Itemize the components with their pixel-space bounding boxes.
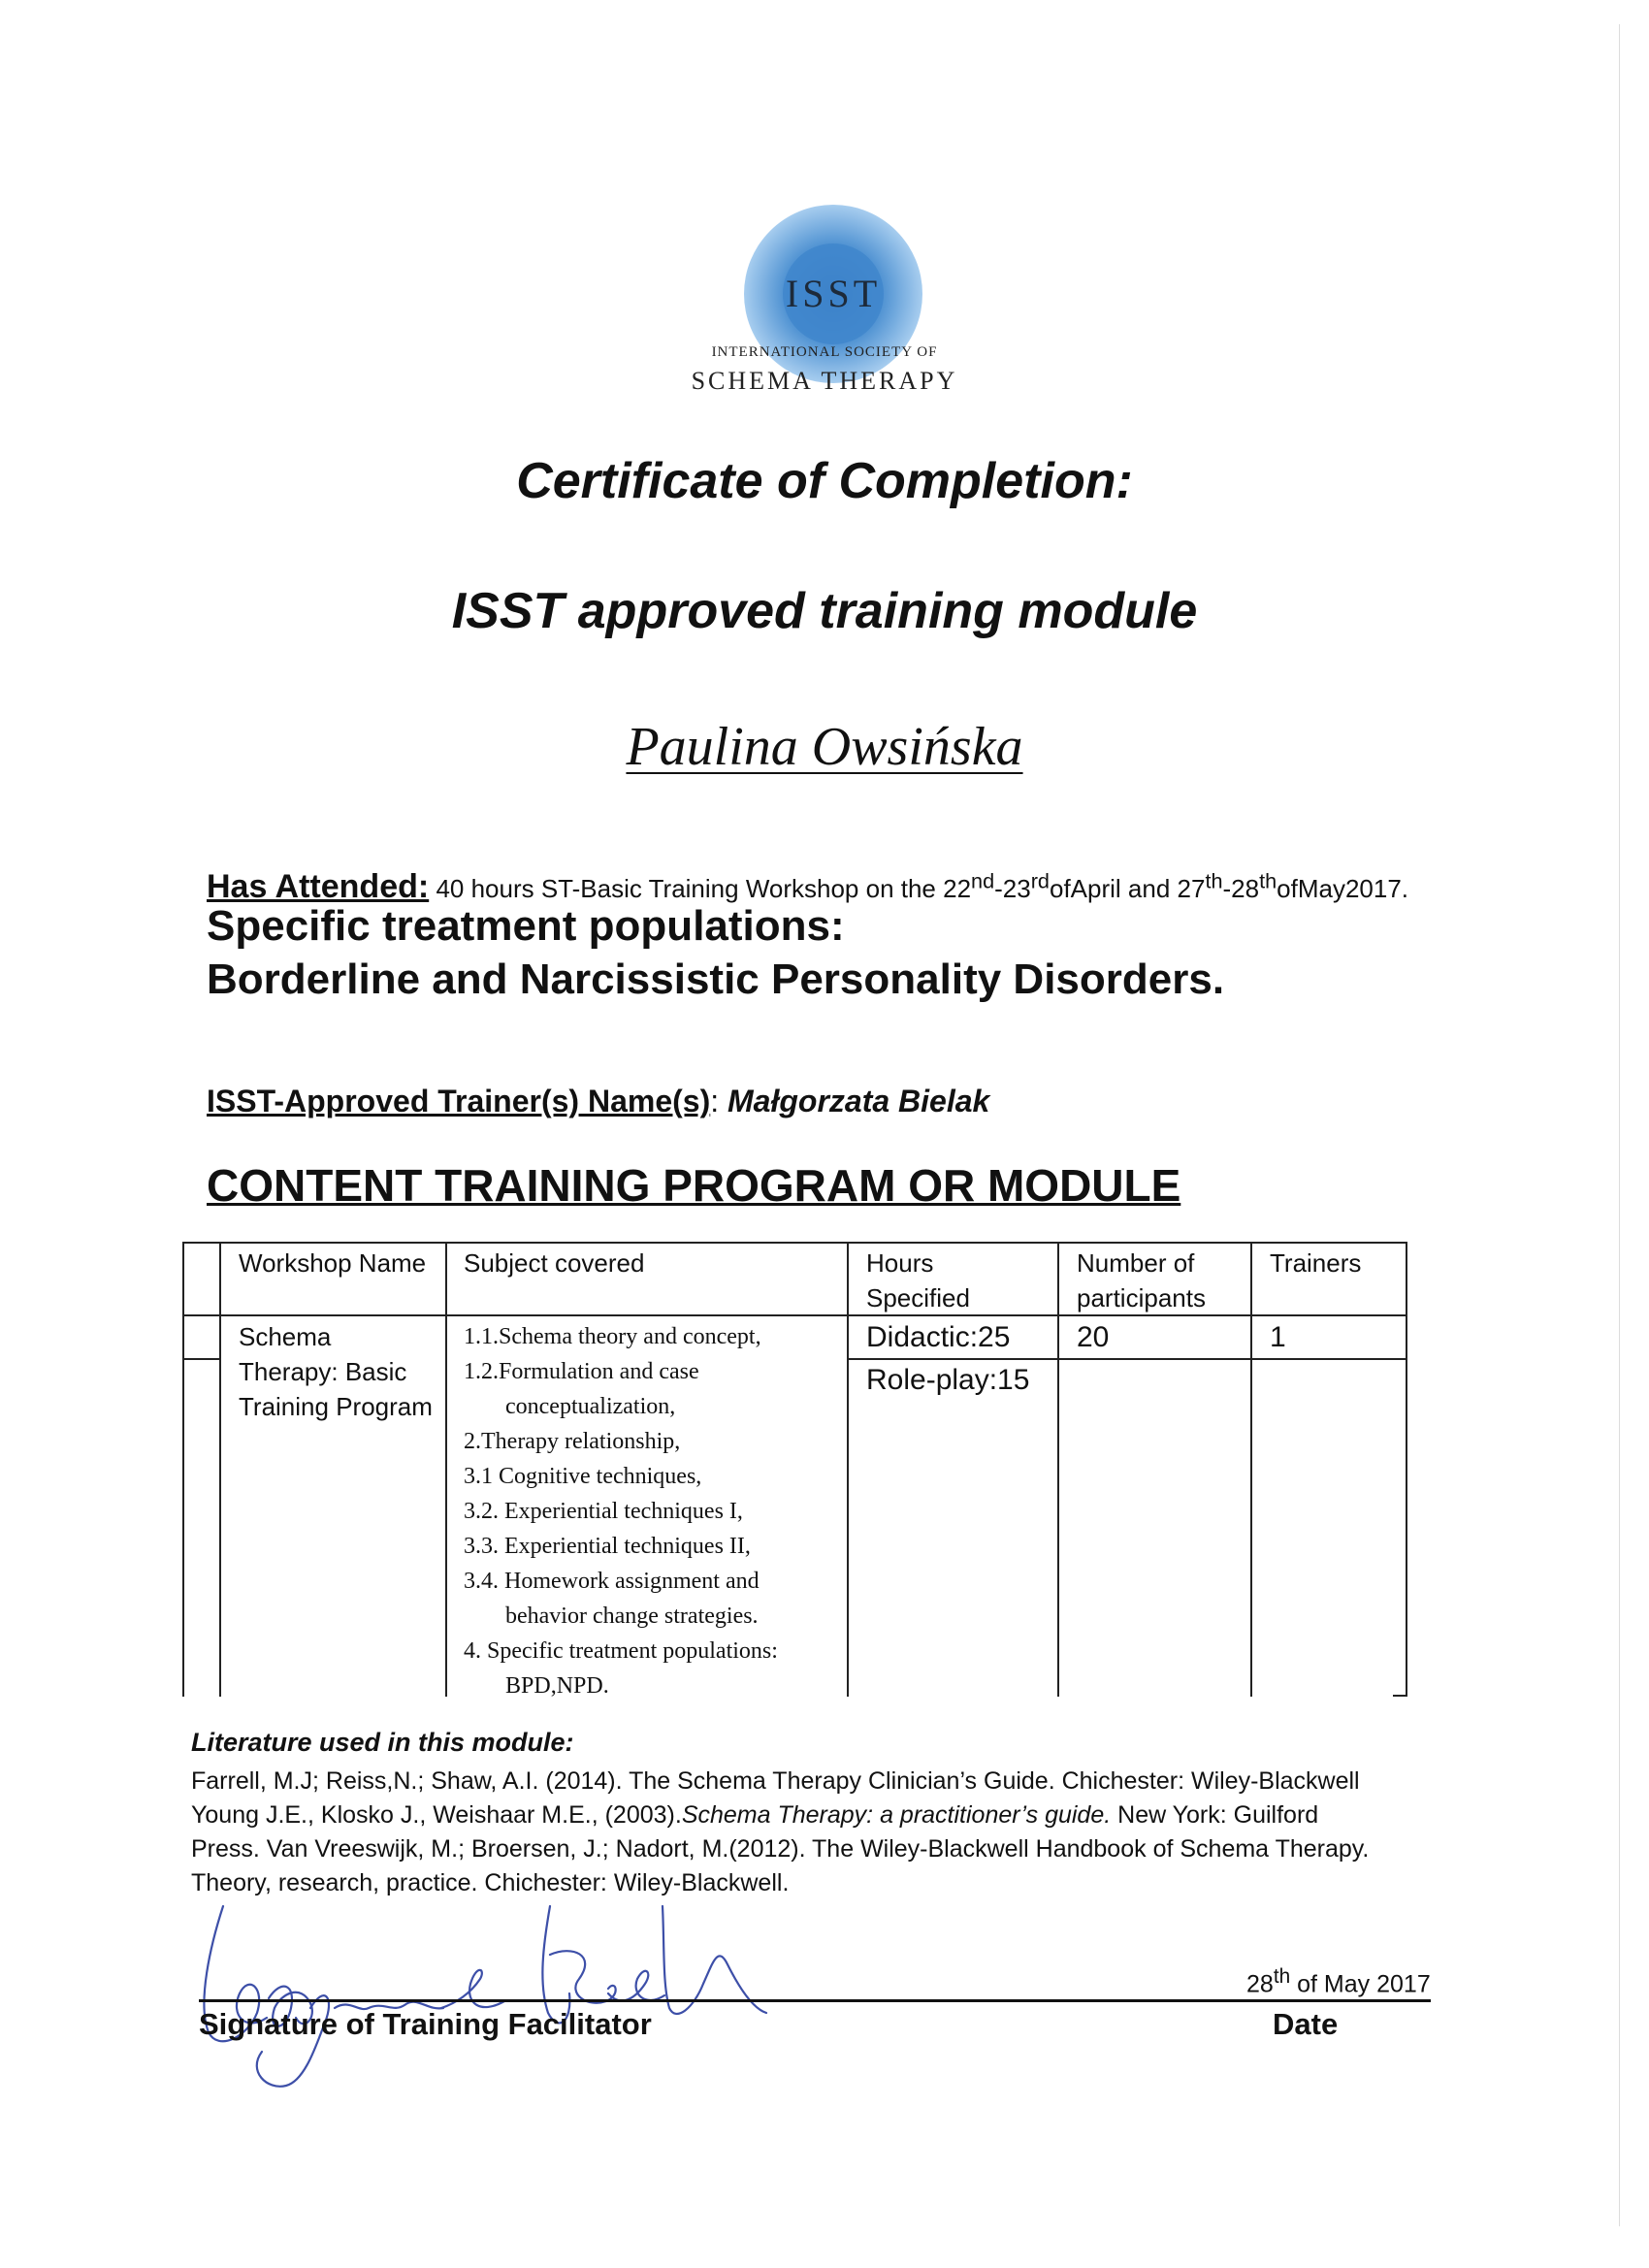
content-heading: CONTENT TRAINING PROGRAM OR MODULE	[207, 1160, 1181, 1211]
scan-edge	[1619, 24, 1620, 2226]
header-workshop-name: Workshop Name	[239, 1248, 427, 1278]
header-subject-covered: Subject covered	[464, 1248, 645, 1278]
recipient-name-block	[0, 716, 1649, 778]
recipient-name: Paulina Owsińska	[626, 717, 1023, 777]
attended-sup3: th	[1205, 868, 1223, 893]
hours-roleplay: Role-play:15	[866, 1364, 1030, 1396]
header-hours-line1: Hours	[866, 1248, 934, 1278]
subject-item: 3.3. Experiential techniques II,	[464, 1534, 751, 1559]
workshop-name-line3: Training Program	[239, 1392, 433, 1421]
handwritten-signature	[189, 1887, 849, 2100]
completion-date	[1246, 1965, 1431, 1998]
literature-line-2b: Schema Therapy: a practitioner’s guide.	[681, 1801, 1112, 1829]
workshop-name-line2: Therapy: Basic	[239, 1357, 407, 1386]
literature-line-3: Press. Van Vreeswijk, M.; Broersen, J.; Nadort, M.(2012). The Wiley-Blackwell Handbook of Schema Therapy.	[191, 1835, 1370, 1863]
subject-item: 2.Therapy relationship,	[464, 1429, 681, 1454]
attended-sup2: rd	[1030, 868, 1050, 893]
header-hours-line2: Specified	[866, 1283, 970, 1312]
workshop-name-line1: Schema	[239, 1322, 332, 1351]
trainer-colon: :	[710, 1084, 720, 1118]
header-participants-line2: participants	[1077, 1283, 1206, 1312]
literature-heading: Literature used in this module:	[191, 1728, 574, 1757]
literature-line-2c: New York: Guilford	[1111, 1801, 1319, 1829]
attended-text-e: ofMay2017.	[1277, 874, 1409, 903]
signature-label: Signature of Training Facilitator	[199, 2007, 652, 2041]
literature-line-1: Farrell, M.J; Reiss,N.; Shaw, A.I. (2014). The Schema Therapy Clinician’s Guide. Chichester: Wiley-Blackwell	[191, 1767, 1360, 1795]
attended-sup1: nd	[971, 868, 995, 893]
populations-heading: Specific treatment populations:	[207, 902, 845, 950]
trainer-line	[207, 1084, 989, 1119]
signature-rule	[199, 1999, 1431, 2002]
header-participants-line1: Number of	[1077, 1248, 1195, 1278]
literature-line-2	[191, 1798, 1452, 1832]
trainer-label: ISST-Approved Trainer(s) Name(s)	[207, 1084, 711, 1118]
subject-item: BPD,NPD.	[505, 1673, 609, 1699]
trainer-name: Małgorzata Bielak	[728, 1084, 990, 1118]
attended-text-b: -23	[994, 874, 1031, 903]
date-label: Date	[1273, 2007, 1339, 2041]
date-day: 28	[1246, 1970, 1274, 1998]
subject-item: 1.2.Formulation and case	[464, 1359, 699, 1384]
subject-item: conceptualization,	[505, 1394, 676, 1419]
participants-count: 20	[1077, 1321, 1110, 1353]
attended-text-d: -28	[1222, 874, 1260, 903]
certificate-subtitle: ISST approved training module	[451, 583, 1198, 639]
attended-sup4: th	[1259, 868, 1277, 893]
header-trainers: Trainers	[1270, 1248, 1362, 1278]
subject-item: 1.1.Schema theory and concept,	[464, 1324, 761, 1349]
certificate-title: Certificate of Completion:	[516, 453, 1133, 509]
attended-text-a: 40 hours ST-Basic Training Workshop on the 22	[436, 874, 972, 903]
logo-schema-therapy-line: SCHEMA THERAPY	[691, 367, 958, 395]
subject-item: behavior change strategies.	[505, 1604, 759, 1629]
populations-list: Borderline and Narcissistic Personality Disorders.	[207, 956, 1225, 1003]
subject-item: 4. Specific treatment populations:	[464, 1638, 778, 1664]
logo-mark: ISST	[785, 272, 882, 315]
attended-text-c: ofApril and 27	[1049, 874, 1206, 903]
hours-didactic: Didactic:25	[866, 1321, 1011, 1353]
date-sup: th	[1273, 1965, 1291, 1988]
subject-item: 3.4. Homework assignment and	[464, 1569, 760, 1594]
attended-statement	[207, 868, 1408, 906]
subject-item: 3.1 Cognitive techniques,	[464, 1464, 702, 1489]
trainers-count: 1	[1270, 1321, 1286, 1353]
training-table	[182, 1242, 1407, 1697]
logo-society-line: INTERNATIONAL SOCIETY OF	[711, 344, 938, 360]
literature-line-2a: Young J.E., Klosko J., Weishaar M.E., (2003).	[191, 1801, 682, 1829]
attended-label: Has Attended:	[207, 868, 430, 905]
literature-body	[191, 1765, 1452, 1900]
literature-line-4: Theory, research, practice. Chichester: Wiley-Blackwell.	[191, 1869, 790, 1896]
date-rest: of May 2017	[1290, 1970, 1431, 1998]
subject-item: 3.2. Experiential techniques I,	[464, 1499, 743, 1524]
